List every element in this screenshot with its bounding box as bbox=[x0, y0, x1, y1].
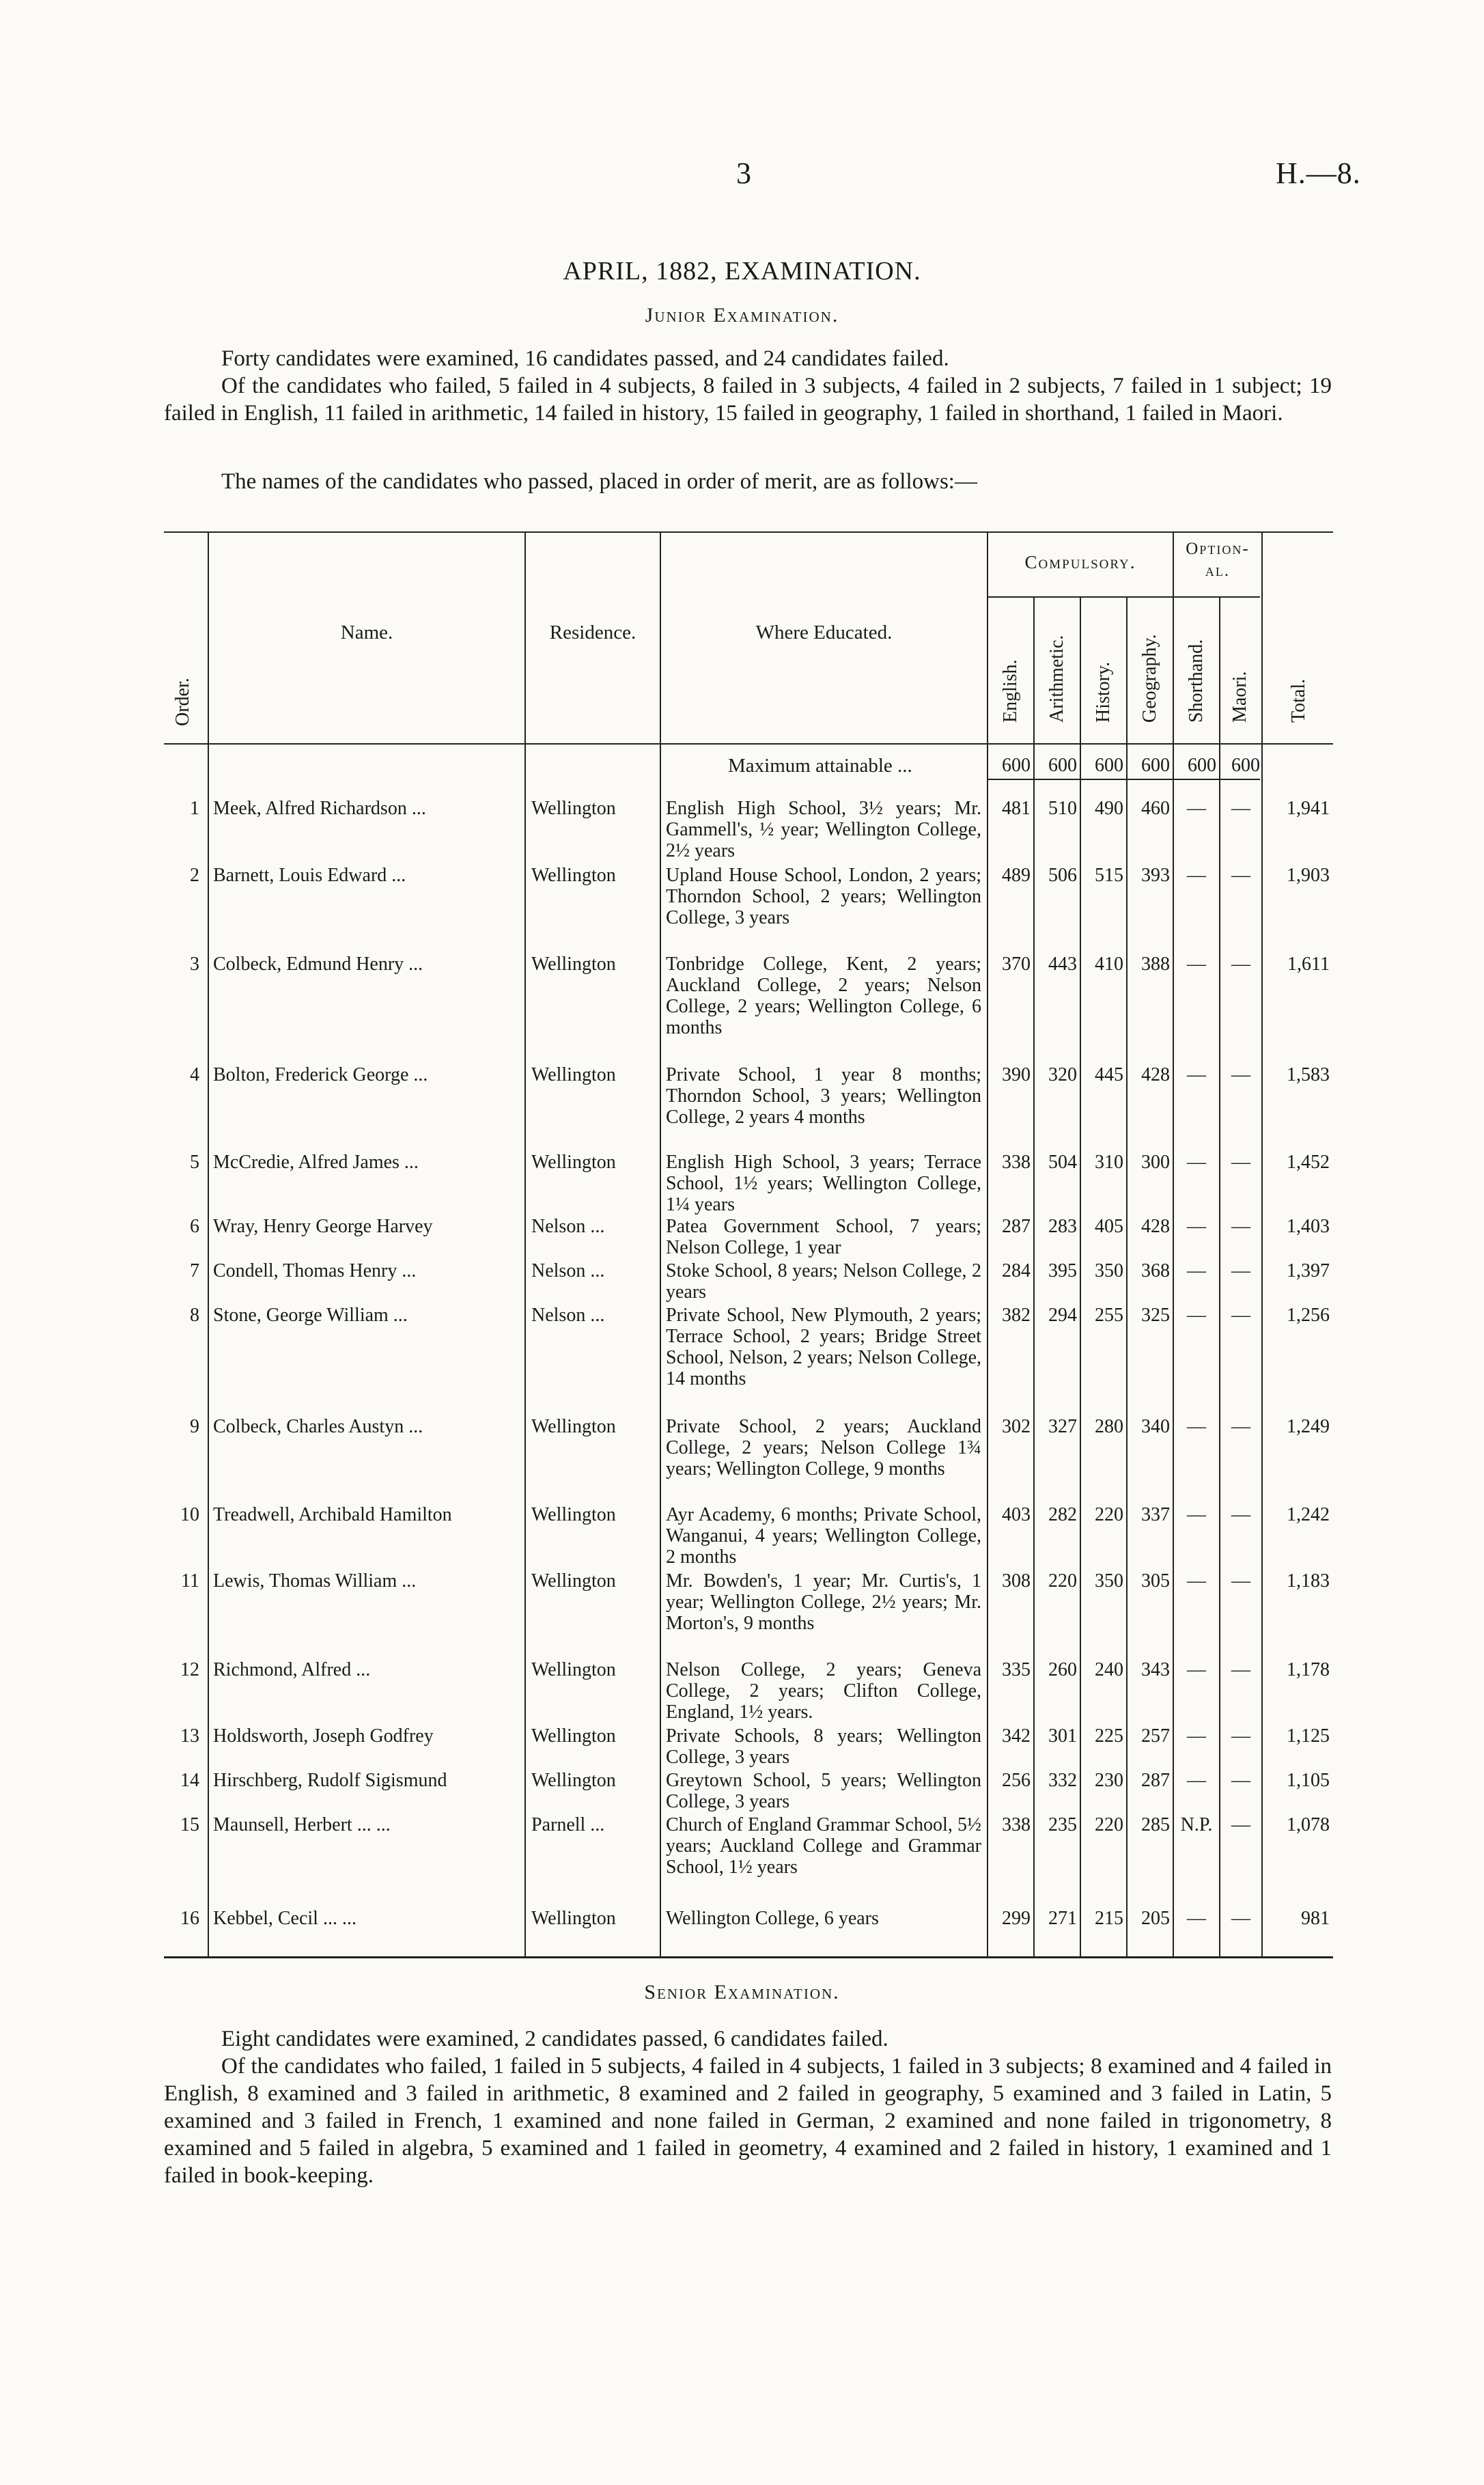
row-english: 299 bbox=[1002, 1908, 1031, 1929]
row-order: 6 bbox=[190, 1216, 199, 1237]
row-shorthand: — bbox=[1187, 798, 1206, 819]
row-arithmetic: 283 bbox=[1048, 1216, 1077, 1237]
row-where-educated: Private School, New Plymouth, 2 years; Terrace School, 2 years; Bridge Street School, Nelson, 2 years; Nelson College, 14 months bbox=[666, 1305, 981, 1389]
row-arithmetic: 271 bbox=[1048, 1908, 1077, 1929]
row-english: 338 bbox=[1002, 1152, 1031, 1173]
row-where-educated: Tonbridge College, Kent, 2 years; Auckland College, 2 years; Nelson College, 2 years; Wellington College, 6 months bbox=[666, 954, 981, 1038]
row-shorthand: N.P. bbox=[1180, 1814, 1213, 1835]
max-row-rule bbox=[987, 779, 1260, 780]
row-geography: 393 bbox=[1141, 865, 1170, 886]
row-maori: — bbox=[1231, 1504, 1250, 1525]
row-residence: Wellington bbox=[531, 1659, 616, 1680]
row-history: 220 bbox=[1095, 1504, 1123, 1525]
row-history: 240 bbox=[1095, 1659, 1123, 1680]
total-header: Total. bbox=[1288, 678, 1309, 723]
row-english: 342 bbox=[1002, 1725, 1031, 1747]
row-history: 220 bbox=[1095, 1814, 1123, 1835]
col-divider bbox=[660, 531, 661, 1956]
row-order: 8 bbox=[190, 1305, 199, 1326]
row-total: 1,611 bbox=[1287, 954, 1330, 975]
row-maori: — bbox=[1231, 1570, 1250, 1592]
shorthand-header: Shorthand. bbox=[1186, 639, 1207, 723]
row-name: Maunsell, Herbert ... ... bbox=[213, 1814, 391, 1835]
row-history: 445 bbox=[1095, 1064, 1123, 1085]
row-residence: Parnell ... bbox=[531, 1814, 605, 1835]
row-maori: — bbox=[1231, 1814, 1250, 1835]
row-history: 405 bbox=[1095, 1216, 1123, 1237]
row-total: 1,452 bbox=[1287, 1152, 1330, 1173]
row-order: 2 bbox=[190, 865, 199, 886]
row-geography: 257 bbox=[1141, 1725, 1170, 1747]
row-arithmetic: 443 bbox=[1048, 954, 1077, 975]
row-residence: Wellington bbox=[531, 1570, 616, 1592]
row-geography: 340 bbox=[1141, 1416, 1170, 1437]
junior-subheading: Junior Examination. bbox=[645, 304, 839, 327]
row-residence: Wellington bbox=[531, 954, 616, 975]
row-geography: 300 bbox=[1141, 1152, 1170, 1173]
row-name: Condell, Thomas Henry ... bbox=[213, 1260, 417, 1281]
row-total: 1,078 bbox=[1287, 1814, 1330, 1835]
row-geography: 305 bbox=[1141, 1570, 1170, 1592]
row-order: 9 bbox=[190, 1416, 199, 1437]
row-geography: 460 bbox=[1141, 798, 1170, 819]
row-shorthand: — bbox=[1187, 1260, 1206, 1281]
row-shorthand: — bbox=[1187, 1152, 1206, 1173]
row-arithmetic: 260 bbox=[1048, 1659, 1077, 1680]
row-maori: — bbox=[1231, 954, 1250, 975]
row-geography: 287 bbox=[1141, 1770, 1170, 1791]
row-arithmetic: 235 bbox=[1048, 1814, 1077, 1835]
english-header: English. bbox=[1000, 659, 1021, 723]
row-residence: Wellington bbox=[531, 1770, 616, 1791]
row-shorthand: — bbox=[1187, 1770, 1206, 1791]
row-maori: — bbox=[1231, 1216, 1250, 1237]
max-attainable-label: Maximum attainable ... bbox=[728, 755, 912, 777]
junior-summary-paragraph: Forty candidates were examined, 16 candidates passed, and 24 candidates failed. bbox=[221, 346, 949, 371]
row-maori: — bbox=[1231, 798, 1250, 819]
row-residence: Wellington bbox=[531, 1416, 616, 1437]
row-name: McCredie, Alfred James ... bbox=[213, 1152, 419, 1173]
page-number: 3 bbox=[736, 156, 751, 190]
header-bottom-rule bbox=[164, 743, 1333, 745]
page-title: APRIL, 1882, EXAMINATION. bbox=[563, 257, 921, 286]
row-arithmetic: 294 bbox=[1048, 1305, 1077, 1326]
row-total: 1,903 bbox=[1287, 865, 1330, 886]
max-english: 600 bbox=[1002, 755, 1031, 776]
row-shorthand: — bbox=[1187, 1064, 1206, 1085]
row-name: Meek, Alfred Richardson ... bbox=[213, 798, 426, 819]
row-residence: Wellington bbox=[531, 798, 616, 819]
row-geography: 428 bbox=[1141, 1064, 1170, 1085]
row-english: 256 bbox=[1002, 1770, 1031, 1791]
row-where-educated: Private School, 1 year 8 months; Thorndon School, 3 years; Wellington College, 2 years 4 months bbox=[666, 1064, 981, 1128]
junior-failures-paragraph: Of the candidates who failed, 5 failed in 4 subjects, 8 failed in 3 subjects, 4 failed in 2 subjects, 7 failed in 1 subject; 19 failed in English, 11 failed in arithmetic, 14 failed in history, 15 failed in geography, 1 failed in shorthand, 1 failed in Maori. bbox=[164, 374, 1332, 426]
row-residence: Nelson ... bbox=[531, 1305, 605, 1326]
row-where-educated: Nelson College, 2 years; Geneva College, 2 years; Clifton College, England, 1½ years. bbox=[666, 1659, 981, 1723]
row-total: 981 bbox=[1301, 1908, 1330, 1929]
row-history: 215 bbox=[1095, 1908, 1123, 1929]
row-total: 1,105 bbox=[1287, 1770, 1330, 1791]
row-shorthand: — bbox=[1187, 1305, 1206, 1326]
row-residence: Nelson ... bbox=[531, 1216, 605, 1237]
row-arithmetic: 504 bbox=[1048, 1152, 1077, 1173]
row-order: 7 bbox=[190, 1260, 199, 1281]
row-total: 1,249 bbox=[1287, 1416, 1330, 1437]
row-history: 280 bbox=[1095, 1416, 1123, 1437]
row-order: 10 bbox=[180, 1504, 199, 1525]
max-maori: 600 bbox=[1231, 755, 1260, 776]
row-history: 490 bbox=[1095, 798, 1123, 819]
row-shorthand: — bbox=[1187, 1570, 1206, 1592]
row-arithmetic: 320 bbox=[1048, 1064, 1077, 1085]
row-where-educated: Church of England Grammar School, 5½ years; Auckland College and Grammar School, 1½ years bbox=[666, 1814, 981, 1878]
col-divider bbox=[208, 531, 209, 1956]
row-where-educated: Greytown School, 5 years; Wellington College, 3 years bbox=[666, 1770, 981, 1812]
row-name: Kebbel, Cecil ... ... bbox=[213, 1908, 356, 1929]
row-total: 1,178 bbox=[1287, 1659, 1330, 1680]
arithmetic-header: Arithmetic. bbox=[1046, 635, 1067, 723]
row-geography: 388 bbox=[1141, 954, 1170, 975]
row-arithmetic: 282 bbox=[1048, 1504, 1077, 1525]
row-arithmetic: 506 bbox=[1048, 865, 1077, 886]
row-history: 255 bbox=[1095, 1305, 1123, 1326]
row-shorthand: — bbox=[1187, 1216, 1206, 1237]
row-name: Colbeck, Edmund Henry ... bbox=[213, 954, 423, 975]
maori-header: Maori. bbox=[1229, 671, 1250, 723]
row-name: Wray, Henry George Harvey bbox=[213, 1216, 433, 1237]
row-where-educated: Mr. Bowden's, 1 year; Mr. Curtis's, 1 year; Wellington College, 2½ years; Mr. Morton's, 9 months bbox=[666, 1570, 981, 1634]
row-name: Bolton, Frederick George ... bbox=[213, 1064, 428, 1085]
row-total: 1,941 bbox=[1287, 798, 1330, 819]
max-history: 600 bbox=[1095, 755, 1123, 776]
row-order: 3 bbox=[190, 954, 199, 975]
row-maori: — bbox=[1231, 1908, 1250, 1929]
row-geography: 325 bbox=[1141, 1305, 1170, 1326]
row-history: 225 bbox=[1095, 1725, 1123, 1747]
row-shorthand: — bbox=[1187, 1908, 1206, 1929]
senior-subheading: Senior Examination. bbox=[644, 1981, 840, 2003]
row-english: 481 bbox=[1002, 798, 1031, 819]
row-arithmetic: 332 bbox=[1048, 1770, 1077, 1791]
row-name: Treadwell, Archibald Hamilton bbox=[213, 1504, 452, 1525]
history-header: History. bbox=[1093, 661, 1114, 723]
row-history: 410 bbox=[1095, 954, 1123, 975]
row-where-educated: Stoke School, 8 years; Nelson College, 2 years bbox=[666, 1260, 981, 1303]
row-geography: 343 bbox=[1141, 1659, 1170, 1680]
table-bottom-rule bbox=[164, 1956, 1333, 1958]
row-english: 335 bbox=[1002, 1659, 1031, 1680]
row-residence: Wellington bbox=[531, 1152, 616, 1173]
row-maori: — bbox=[1231, 1064, 1250, 1085]
name-header: Name. bbox=[340, 622, 393, 643]
row-english: 390 bbox=[1002, 1064, 1031, 1085]
row-english: 302 bbox=[1002, 1416, 1031, 1437]
row-maori: — bbox=[1231, 1770, 1250, 1791]
row-english: 489 bbox=[1002, 865, 1031, 886]
row-name: Colbeck, Charles Austyn ... bbox=[213, 1416, 423, 1437]
row-history: 310 bbox=[1095, 1152, 1123, 1173]
row-history: 230 bbox=[1095, 1770, 1123, 1791]
row-residence: Wellington bbox=[531, 1725, 616, 1747]
row-where-educated: English High School, 3½ years; Mr. Gammell's, ½ year; Wellington College, 2½ years bbox=[666, 798, 981, 861]
row-residence: Wellington bbox=[531, 1504, 616, 1525]
paper-code: H.—8. bbox=[1276, 156, 1361, 190]
row-order: 4 bbox=[190, 1064, 199, 1085]
row-shorthand: — bbox=[1187, 1416, 1206, 1437]
row-arithmetic: 395 bbox=[1048, 1260, 1077, 1281]
row-total: 1,403 bbox=[1287, 1216, 1330, 1237]
row-order: 14 bbox=[180, 1770, 199, 1791]
row-order: 16 bbox=[180, 1908, 199, 1929]
row-english: 338 bbox=[1002, 1814, 1031, 1835]
table-top-rule bbox=[164, 531, 1333, 533]
col-divider bbox=[524, 531, 526, 1956]
row-where-educated: Patea Government School, 7 years; Nelson College, 1 year bbox=[666, 1216, 981, 1258]
row-order: 1 bbox=[190, 798, 199, 819]
row-maori: — bbox=[1231, 1416, 1250, 1437]
row-maori: — bbox=[1231, 1305, 1250, 1326]
row-english: 382 bbox=[1002, 1305, 1031, 1326]
row-where-educated: Private Schools, 8 years; Wellington College, 3 years bbox=[666, 1725, 981, 1768]
row-total: 1,125 bbox=[1287, 1725, 1330, 1747]
row-name: Hirschberg, Rudolf Sigismund bbox=[213, 1770, 447, 1791]
row-name: Lewis, Thomas William ... bbox=[213, 1570, 417, 1592]
row-maori: — bbox=[1231, 1260, 1250, 1281]
senior-summary-paragraph: Eight candidates were examined, 2 candidates passed, 6 candidates failed. bbox=[221, 2027, 888, 2051]
row-order: 13 bbox=[180, 1725, 199, 1747]
results-table bbox=[164, 531, 1333, 1959]
row-name: Holdsworth, Joseph Godfrey bbox=[213, 1725, 434, 1747]
row-arithmetic: 510 bbox=[1048, 798, 1077, 819]
row-history: 350 bbox=[1095, 1570, 1123, 1592]
row-geography: 428 bbox=[1141, 1216, 1170, 1237]
row-where-educated: English High School, 3 years; Terrace School, 1½ years; Wellington College, 1¼ years bbox=[666, 1152, 981, 1215]
row-shorthand: — bbox=[1187, 1725, 1206, 1747]
row-order: 12 bbox=[180, 1659, 199, 1680]
row-total: 1,183 bbox=[1287, 1570, 1330, 1592]
where-educated-header: Where Educated. bbox=[755, 622, 893, 643]
row-total: 1,242 bbox=[1287, 1504, 1330, 1525]
row-name: Stone, George William ... bbox=[213, 1305, 408, 1326]
row-arithmetic: 220 bbox=[1048, 1570, 1077, 1592]
row-english: 284 bbox=[1002, 1260, 1031, 1281]
row-name: Barnett, Louis Edward ... bbox=[213, 865, 406, 886]
row-residence: Nelson ... bbox=[531, 1260, 605, 1281]
row-name: Richmond, Alfred ... bbox=[213, 1659, 371, 1680]
row-order: 15 bbox=[180, 1814, 199, 1835]
row-where-educated: Private School, 2 years; Auckland College, 2 years; Nelson College 1¾ years; Wellington College, 9 months bbox=[666, 1416, 981, 1480]
residence-header: Residence. bbox=[549, 622, 636, 643]
row-history: 350 bbox=[1095, 1260, 1123, 1281]
row-order: 11 bbox=[181, 1570, 199, 1592]
max-arithmetic: 600 bbox=[1048, 755, 1077, 776]
row-maori: — bbox=[1231, 1725, 1250, 1747]
row-shorthand: — bbox=[1187, 865, 1206, 886]
row-maori: — bbox=[1231, 1152, 1250, 1173]
row-where-educated: Ayr Academy, 6 months; Private School, Wanganui, 4 years; Wellington College, 2 months bbox=[666, 1504, 981, 1568]
row-english: 308 bbox=[1002, 1570, 1031, 1592]
row-residence: Wellington bbox=[531, 1064, 616, 1085]
row-english: 370 bbox=[1002, 954, 1031, 975]
row-residence: Wellington bbox=[531, 865, 616, 886]
row-maori: — bbox=[1231, 1659, 1250, 1680]
row-total: 1,583 bbox=[1287, 1064, 1330, 1085]
row-geography: 285 bbox=[1141, 1814, 1170, 1835]
compulsory-header: Compulsory. bbox=[1024, 552, 1136, 572]
junior-passed-intro: The names of the candidates who passed, placed in order of merit, are as follows:— bbox=[221, 469, 977, 494]
row-maori: — bbox=[1231, 865, 1250, 886]
row-total: 1,397 bbox=[1287, 1260, 1330, 1281]
optional-header: Option-al. bbox=[1186, 540, 1250, 580]
row-english: 287 bbox=[1002, 1216, 1031, 1237]
row-arithmetic: 301 bbox=[1048, 1725, 1077, 1747]
row-order: 5 bbox=[190, 1152, 199, 1173]
row-shorthand: — bbox=[1187, 954, 1206, 975]
row-geography: 337 bbox=[1141, 1504, 1170, 1525]
row-where-educated: Wellington College, 6 years bbox=[666, 1908, 879, 1929]
max-shorthand: 600 bbox=[1188, 755, 1216, 776]
row-english: 403 bbox=[1002, 1504, 1031, 1525]
row-history: 515 bbox=[1095, 865, 1123, 886]
row-total: 1,256 bbox=[1287, 1305, 1330, 1326]
row-shorthand: — bbox=[1187, 1504, 1206, 1525]
geography-header: Geography. bbox=[1139, 634, 1160, 723]
row-geography: 368 bbox=[1141, 1260, 1170, 1281]
row-geography: 205 bbox=[1141, 1908, 1170, 1929]
row-shorthand: — bbox=[1187, 1659, 1206, 1680]
order-header: Order. bbox=[172, 678, 193, 726]
row-arithmetic: 327 bbox=[1048, 1416, 1077, 1437]
row-residence: Wellington bbox=[531, 1908, 616, 1929]
row-where-educated: Upland House School, London, 2 years; Thorndon School, 2 years; Wellington College, 3 years bbox=[666, 865, 981, 928]
senior-failures-paragraph: Of the candidates who failed, 1 failed in 5 subjects, 4 failed in 4 subjects, 1 failed in 3 subjects; 8 examined and 4 failed in English, 8 examined and 3 failed in arithmetic, 8 examined and 2 failed in geography, 5 examined and 3 failed in Latin, 5 examined and 3 failed in French, 1 examined and none failed in German, 2 examined and none failed in trigonometry, 8 examined and 5 failed in algebra, 5 examined and 1 failed in geometry, 4 examined and 2 failed in history, 1 examined and 1 failed in book-keeping. bbox=[164, 2054, 1332, 2188]
max-geography: 600 bbox=[1141, 755, 1170, 776]
